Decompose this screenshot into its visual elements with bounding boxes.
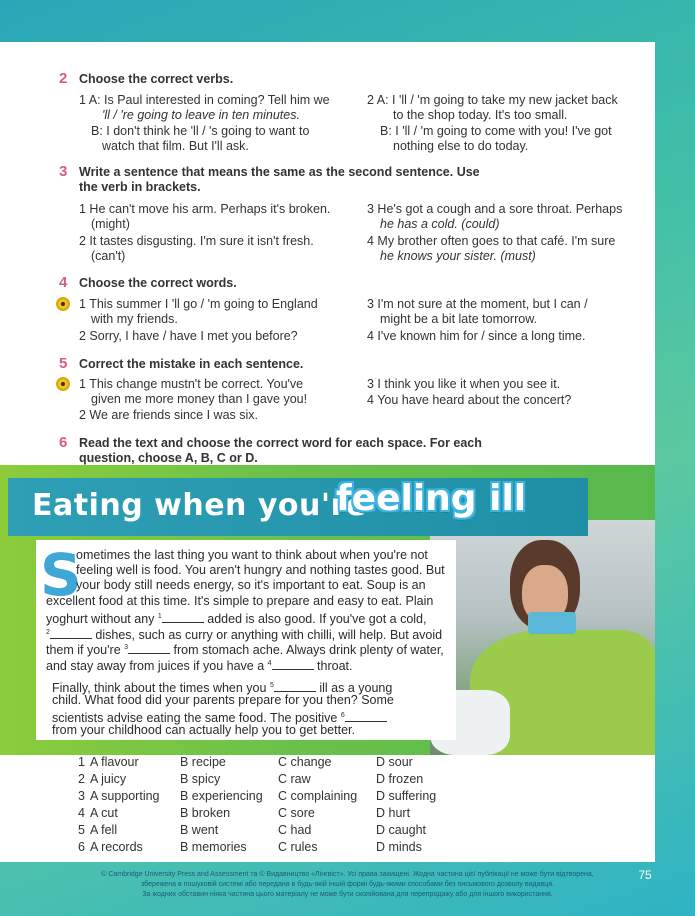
gap-6 [345,711,387,722]
gap-2 [50,628,92,639]
option-b[interactable]: B went [180,823,219,837]
article-title: Eating when you're [32,488,367,523]
option-d[interactable]: D caught [376,823,427,837]
article-title-accent: feeling ill [336,478,527,519]
ex4-item1-line2: with my friends. [91,312,178,326]
option-c[interactable]: C change [278,755,332,769]
ex2-item2-line2: to the shop today. It's too small. [393,108,568,122]
option-d[interactable]: D sour [376,755,413,769]
article-p2-line-2: child. What food did your parents prepare for you then? Some [52,693,394,707]
article-line-2: feeling well is food. You aren't hungry and nothing tastes good. But [76,563,445,577]
ex3-item4-line2: he knows your sister. (must) [380,249,536,263]
option-c[interactable]: C complaining [278,789,358,803]
option-row-number: 5 [78,823,85,837]
ex3-item3-line2: he has a cold. (could) [380,217,500,231]
ex3-item4-line1: 4 My brother often goes to that café. I'm sure [367,234,616,248]
exercise-3-heading-line1: Write a sentence that means the same as the second sentence. Use [79,165,480,179]
gap-3 [128,643,170,654]
option-d[interactable]: D minds [376,840,422,854]
footer-line-2: збережена в пошуковій системі або передана в будь-якій іншій формі будь-якими способами без письмового дозволу видавця. [141,881,554,888]
gap-1 [162,612,204,623]
ex4-item4: 4 I've known him for / since a long time. [367,329,586,343]
ex3-item1-line2: (might) [91,217,130,231]
exercise-5-number: 5 [59,355,68,372]
option-b[interactable]: B experiencing [180,789,263,803]
ex5-item3: 3 I think you like it when you see it. [367,377,561,391]
option-a[interactable]: A juicy [90,772,127,786]
exercise-2-number: 2 [59,70,68,87]
ex2-item1-line4: watch that film. But I'll ask. [102,139,249,153]
option-d[interactable]: D hurt [376,806,411,820]
option-d[interactable]: D frozen [376,772,424,786]
option-c[interactable]: C raw [278,772,311,786]
option-d[interactable]: D suffering [376,789,437,803]
ex2-item1-line3: B: I don't think he 'll / 's going to want to [91,124,310,138]
footer-line-1: © Cambridge University Press and Assessment та © Видавництво «Лінгвіст». Усі права захищені. Жодна частина цієї публікації не може бути відтворена, [101,871,594,878]
ex3-item2-line2: (can't) [91,249,126,263]
exercise-6-heading-line2: question, choose A, B, C or D. [79,451,258,465]
ex4-item3-line2: might be a bit late tomorrow. [380,312,538,326]
option-a[interactable]: A flavour [90,755,139,769]
option-row-number: 2 [78,772,85,786]
article-p2-line-3: scientists advise eating the same food. The positive $^6$ [52,708,387,727]
exercise-2-heading: Choose the correct verbs. [79,72,234,86]
ex5-item1-line2: given me more money than I gave you! [91,392,308,406]
option-a[interactable]: A supporting [90,789,160,803]
ex5-item2: 2 We are friends since I was six. [79,408,259,422]
option-a[interactable]: A fell [90,823,118,837]
ex2-item1-line1: 1 A: Is Paul interested in coming? Tell him we [79,93,330,107]
gap-number-3: 3 [124,644,129,651]
option-row-number: 3 [78,789,85,803]
audio-icon-ex5[interactable] [56,377,70,391]
option-row-number: 6 [78,840,85,854]
page-number: 75 [638,868,652,882]
option-c[interactable]: C sore [278,806,315,820]
article-p2-line-4: from your childhood can actually help you to get better. [52,723,355,737]
gap-5 [274,681,316,692]
option-a[interactable]: A records [90,840,143,854]
option-b[interactable]: B memories [180,840,247,854]
article-line-8: and stay away from juices if you have a $^4$ throat. [46,659,353,674]
option-b[interactable]: B broken [180,806,231,820]
gap-number-4: 4 [267,660,272,667]
option-b[interactable]: B recipe [180,755,226,769]
article-line-4: excellent food at this time. It's simple to prepare and easy to eat. Plain [46,594,434,608]
ex2-item2-line3: B: I 'll / 'm going to come with you! I've got [380,124,612,138]
exercise-5-heading: Correct the mistake in each sentence. [79,357,304,371]
ex3-item2-line1: 2 It tastes disgusting. I'm sure it isn't fresh. [79,234,314,248]
sick-woman-photo [430,520,655,755]
article-p2-line-1: Finally, think about the times when you $^5$ ill as a young [52,681,393,696]
ex2-item2-line1: 2 A: I 'll / 'm going to take my new jacket back [367,93,618,107]
article-line-1: ometimes the last thing you want to think about when you're not [76,548,428,562]
exercise-6-heading-line1: Read the text and choose the correct word for each space. For each [79,436,482,450]
gap-number-5: 5 [269,682,274,689]
option-a[interactable]: A cut [90,806,118,820]
option-b[interactable]: B spicy [180,772,221,786]
exercise-6-number: 6 [59,434,68,451]
audio-icon-ex4[interactable] [56,297,70,311]
ex4-item2: 2 Sorry, I have / have I met you before? [79,329,298,343]
ex2-item2-line4: nothing else to do today. [393,139,529,153]
copyright-footer [0,870,695,900]
ex3-item1-line1: 1 He can't move his arm. Perhaps it's broken. [79,202,331,216]
option-row-number: 1 [78,755,85,769]
exercise-4-number: 4 [59,274,68,291]
exercise-3-heading-line2: the verb in brackets. [79,180,201,194]
ex4-item1-line1: 1 This summer I 'll go / 'm going to England [79,297,318,311]
gap-number-2: 2 [46,629,50,636]
article-dropcap: S [40,541,82,609]
option-row-number: 4 [78,806,85,820]
option-c[interactable]: C rules [278,840,318,854]
gap-number-6: 6 [340,712,345,719]
article-line-3: your body still needs energy, so it's important to eat. Soup is an [76,578,426,592]
ex5-item4: 4 You have heard about the concert? [367,393,572,407]
ex2-item1-line2: 'll / 're going to leave in ten minutes. [102,108,300,122]
article-line-6: $^2$ dishes, such as curry or anything with chilli, will help. But avoid [46,628,443,643]
gap-4 [272,659,314,670]
footer-line-3: За жодних обставин ніяка частина цього матеріалу не може бути скопійована для перепродажу або для іншого використання. [142,891,553,898]
gap-number-1: 1 [157,613,162,620]
ex5-item1-line1: 1 This change mustn't be correct. You've [79,377,304,391]
exercise-3-number: 3 [59,163,68,180]
article-line-5: yoghurt without any $^1$ added is also good. If you've got a cold, [46,612,427,627]
exercise-4-heading: Choose the correct words. [79,276,237,290]
ex4-item3-line1: 3 I'm not sure at the moment, but I can / [367,297,588,311]
option-c[interactable]: C had [278,823,312,837]
ex3-item3-line1: 3 He's got a cough and a sore throat. Perhaps [367,202,623,216]
article-line-7: them if you're $^3$ from stomach ache. Always drink plenty of water, [46,643,444,658]
